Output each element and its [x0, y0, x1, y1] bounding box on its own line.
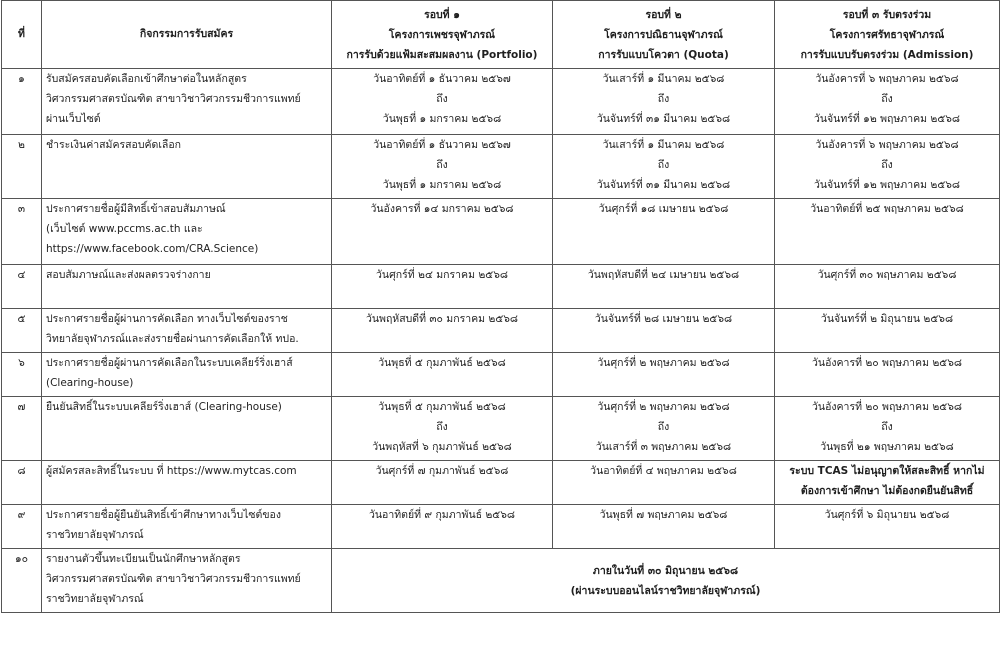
round3-date-cell — [775, 353, 1000, 397]
row-number: ๗ — [2, 397, 42, 461]
date-line: วันพุธที่ ๗ พฤษภาคม ๒๕๖๘ — [599, 509, 728, 521]
row-number: ๔ — [2, 265, 42, 309]
table-row — [2, 69, 1000, 135]
round2-date-cell — [553, 309, 775, 353]
table-body — [2, 69, 1000, 613]
activity-line: ประกาศรายชื่อผู้ผ่านการคัดเลือกในระบบเคลียร์ริ่งเฮาส์ — [46, 357, 293, 369]
activity-line: ราชวิทยาลัยจุฬาภรณ์ — [46, 529, 144, 541]
date-line: วันพุธที่ ๕ กุมภาพันธ์ ๒๕๖๘ — [378, 401, 506, 413]
table-row — [2, 199, 1000, 265]
header-line: โครงการปณิธานจุฬาภรณ์ — [604, 28, 723, 41]
row-number: ๕ — [2, 309, 42, 353]
activity-line: รายงานตัวขึ้นทะเบียนเป็นนักศึกษาหลักสูตร — [46, 553, 241, 565]
activity-line: วิศวกรรมศาสตรบัณฑิต สาขาวิชาวิศวกรรมชีวการแพทย์ — [46, 573, 301, 585]
header-round-3 — [775, 1, 1000, 69]
round3-date-cell — [775, 265, 1000, 309]
table-header-row — [2, 1, 1000, 69]
table-row — [2, 309, 1000, 353]
round3-date-cell — [775, 309, 1000, 353]
round2-date-cell — [553, 353, 775, 397]
note-line: ต้องการเข้าศึกษา ไม่ต้องกดยืนยันสิทธิ์ — [800, 485, 974, 497]
table-row — [2, 397, 1000, 461]
header-line: การรับแบบรับตรงร่วม (Admission) — [800, 48, 974, 61]
round1-date-cell — [332, 461, 553, 505]
date-line: ถึง — [657, 421, 670, 433]
date-line: ถึง — [436, 159, 448, 171]
activity-cell — [42, 461, 332, 505]
date-line: วันเสาร์ที่ ๑ มีนาคม ๒๕๖๘ — [602, 139, 725, 151]
activity-line: ประกาศรายชื่อผู้ยืนยันสิทธิ์เข้าศึกษาทางเว็บไซต์ของ — [46, 509, 281, 521]
date-line: วันพุธที่ ๑ มกราคม ๒๕๖๘ — [382, 179, 502, 191]
round3-date-cell — [775, 505, 1000, 549]
date-line: ถึง — [657, 93, 670, 105]
admission-schedule-table — [1, 0, 1000, 613]
date-line: วันอาทิตย์ที่ ๑ ธันวาคม ๒๕๖๗ — [373, 139, 511, 151]
date-line: วันอังคารที่ ๖ พฤษภาคม ๒๕๖๘ — [815, 139, 959, 151]
date-line: วันศุกร์ที่ ๖ มิถุนายน ๒๕๖๘ — [824, 509, 950, 521]
round3-date-cell — [775, 69, 1000, 135]
round1-date-cell — [332, 199, 553, 265]
round1-date-cell — [332, 69, 553, 135]
round3-date-cell — [775, 135, 1000, 199]
date-line: ถึง — [436, 93, 448, 105]
round1-date-cell — [332, 505, 553, 549]
round2-date-cell — [553, 265, 775, 309]
activity-line: (เว็บไซต์ www.pccms.ac.th และ — [46, 223, 203, 235]
merged-deadline-cell — [332, 549, 1000, 613]
table-row — [2, 265, 1000, 309]
row-number: ๑๐ — [2, 549, 42, 613]
table-row — [2, 135, 1000, 199]
activity-line: ราชวิทยาลัยจุฬาภรณ์ — [46, 593, 144, 605]
header-line: รอบที่ ๓ รับตรงร่วม — [842, 8, 932, 21]
activity-line: สอบสัมภาษณ์และส่งผลตรวจร่างกาย — [46, 269, 211, 281]
table-row — [2, 353, 1000, 397]
round1-date-cell — [332, 135, 553, 199]
activity-cell — [42, 353, 332, 397]
deadline-line: ภายในวันที่ ๓๐ มิถุนายน ๒๕๖๘ — [592, 564, 739, 577]
round2-date-cell — [553, 199, 775, 265]
round2-date-cell — [553, 461, 775, 505]
date-line: วันพุธที่ ๒๑ พฤษภาคม ๒๕๖๘ — [820, 441, 954, 453]
table-row — [2, 461, 1000, 505]
date-line: วันอังคารที่ ๒๐ พฤษภาคม ๒๕๖๘ — [812, 357, 962, 369]
table-row — [2, 549, 1000, 613]
note-line: ระบบ TCAS ไม่อนุญาตให้สละสิทธิ์ หากไม่ — [789, 465, 985, 477]
activity-cell — [42, 265, 332, 309]
date-line: วันจันทร์ที่ ๑๒ พฤษภาคม ๒๕๖๘ — [813, 179, 961, 191]
date-line: วันพฤหัสบดีที่ ๒๔ เมษายน ๒๕๖๘ — [587, 269, 740, 281]
date-line: วันอาทิตย์ที่ ๔ พฤษภาคม ๒๕๖๘ — [590, 465, 737, 477]
date-line: วันพุธที่ ๕ กุมภาพันธ์ ๒๕๖๘ — [378, 357, 506, 369]
header-round-2 — [553, 1, 775, 69]
activity-line: ผู้สมัครสละสิทธิ์ในระบบ ที่ https://www.mytcas.com — [46, 465, 297, 477]
date-line: วันศุกร์ที่ ๒ พฤษภาคม ๒๕๖๘ — [597, 357, 730, 369]
date-line: วันพฤหัสบดีที่ ๓๐ มกราคม ๒๕๖๘ — [365, 313, 519, 325]
activity-line: (Clearing-house) — [46, 377, 134, 389]
date-line: วันศุกร์ที่ ๑๘ เมษายน ๒๕๖๘ — [598, 203, 729, 215]
activity-line: ประกาศรายชื่อผู้มีสิทธิ์เข้าสอบสัมภาษณ์ — [46, 203, 226, 215]
round2-date-cell — [553, 397, 775, 461]
header-line: การรับด้วยแฟ้มสะสมผลงาน (Portfolio) — [346, 48, 538, 61]
date-line: วันพฤหัสที่ ๖ กุมภาพันธ์ ๒๕๖๘ — [372, 441, 512, 453]
activity-cell — [42, 69, 332, 135]
date-line: วันอาทิตย์ที่ ๙ กุมภาพันธ์ ๒๕๖๘ — [368, 509, 516, 521]
round2-date-cell — [553, 505, 775, 549]
date-line: ถึง — [881, 93, 893, 105]
activity-cell — [42, 135, 332, 199]
round1-date-cell — [332, 309, 553, 353]
table-row — [2, 505, 1000, 549]
date-line: วันอาทิตย์ที่ ๒๕ พฤษภาคม ๒๕๖๘ — [810, 203, 964, 215]
activity-line: รับสมัครสอบคัดเลือกเข้าศึกษาต่อในหลักสูตร — [46, 73, 247, 85]
activity-cell — [42, 397, 332, 461]
date-line: วันศุกร์ที่ ๗ กุมภาพันธ์ ๒๕๖๘ — [375, 465, 509, 477]
date-line: วันเสาร์ที่ ๓ พฤษภาคม ๒๕๖๘ — [595, 441, 732, 453]
activity-line: วิทยาลัยจุฬาภรณ์และส่งรายชื่อผ่านการคัดเลือกให้ ทปอ. — [46, 333, 299, 345]
date-line: วันจันทร์ที่ ๓๑ มีนาคม ๒๕๖๘ — [596, 113, 731, 125]
date-line: วันอังคารที่ ๖ พฤษภาคม ๒๕๖๘ — [815, 73, 959, 85]
activity-cell — [42, 199, 332, 265]
date-line: วันอังคารที่ ๒๐ พฤษภาคม ๒๕๖๘ — [812, 401, 962, 413]
header-line: การรับแบบโควตา (Quota) — [598, 48, 729, 61]
date-line: ถึง — [881, 159, 893, 171]
header-activity: กิจกรรมการรับสมัคร — [42, 1, 332, 69]
round1-date-cell — [332, 397, 553, 461]
row-number: ๒ — [2, 135, 42, 199]
round3-date-cell — [775, 199, 1000, 265]
round1-date-cell — [332, 265, 553, 309]
date-line: วันจันทร์ที่ ๒ มิถุนายน ๒๕๖๘ — [820, 313, 954, 325]
round2-date-cell — [553, 135, 775, 199]
activity-cell — [42, 309, 332, 353]
activity-line: ชำระเงินค่าสมัครสอบคัดเลือก — [46, 139, 182, 151]
row-number: ๖ — [2, 353, 42, 397]
deadline-line: (ผ่านระบบออนไลน์ราชวิทยาลัยจุฬาภรณ์) — [570, 584, 761, 597]
date-line: ถึง — [657, 159, 670, 171]
round1-date-cell — [332, 353, 553, 397]
date-line: วันศุกร์ที่ ๒ พฤษภาคม ๒๕๖๘ — [597, 401, 730, 413]
date-line: วันจันทร์ที่ ๒๘ เมษายน ๒๕๖๘ — [594, 313, 733, 325]
date-line: วันจันทร์ที่ ๑๒ พฤษภาคม ๒๕๖๘ — [813, 113, 961, 125]
activity-line: ยืนยันสิทธิ์ในระบบเคลียร์ริ่งเฮาส์ (Clearing-house) — [46, 401, 282, 413]
header-line: รอบที่ ๑ — [424, 8, 460, 21]
date-line: วันอาทิตย์ที่ ๑ ธันวาคม ๒๕๖๗ — [373, 73, 511, 85]
activity-line: วิศวกรรมศาสตรบัณฑิต สาขาวิชาวิศวกรรมชีวการแพทย์ — [46, 93, 301, 105]
row-number: ๓ — [2, 199, 42, 265]
date-line: วันศุกร์ที่ ๒๔ มกราคม ๒๕๖๘ — [376, 269, 508, 281]
row-number: ๘ — [2, 461, 42, 505]
activity-line: ผ่านเว็บไซต์ — [46, 113, 101, 125]
row-number: ๑ — [2, 69, 42, 135]
activity-cell — [42, 505, 332, 549]
header-line: โครงการเพชรจุฬาภรณ์ — [388, 28, 496, 41]
header-line: โครงการศรัทธาจุฬาภรณ์ — [829, 28, 945, 41]
date-line: วันอังคารที่ ๑๔ มกราคม ๒๕๖๘ — [370, 203, 514, 215]
date-line: วันเสาร์ที่ ๑ มีนาคม ๒๕๖๘ — [602, 73, 725, 85]
round3-note-cell — [775, 461, 1000, 505]
date-line: วันพุธที่ ๑ มกราคม ๒๕๖๘ — [382, 113, 502, 125]
header-no: ที่ — [2, 1, 42, 69]
header-line: รอบที่ ๒ — [645, 8, 682, 21]
date-line: วันศุกร์ที่ ๓๐ พฤษภาคม ๒๕๖๘ — [817, 269, 957, 281]
round2-date-cell — [553, 69, 775, 135]
header-round-1 — [332, 1, 553, 69]
activity-line: https://www.facebook.com/CRA.Science) — [46, 243, 259, 255]
date-line: ถึง — [881, 421, 893, 433]
date-line: ถึง — [436, 421, 448, 433]
activity-cell — [42, 549, 332, 613]
row-number: ๙ — [2, 505, 42, 549]
round3-date-cell — [775, 397, 1000, 461]
activity-line: ประกาศรายชื่อผู้ผ่านการคัดเลือก ทางเว็บไซต์ของราช — [46, 313, 288, 325]
date-line: วันจันทร์ที่ ๓๑ มีนาคม ๒๕๖๘ — [596, 179, 731, 191]
